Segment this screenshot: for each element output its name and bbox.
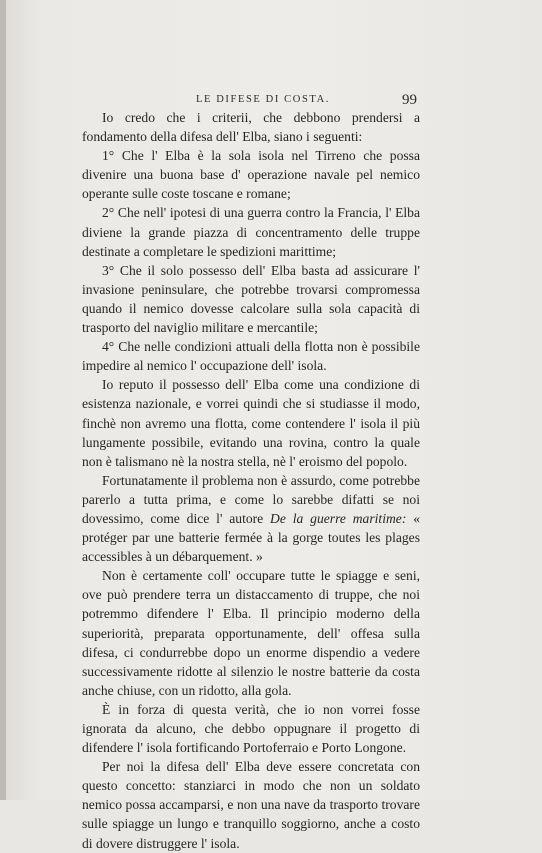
- paragraph-quote: [82, 471, 420, 566]
- page-number: 99: [402, 92, 417, 108]
- paragraph-intro: Io credo che i criterii, che debbono prendersi a fondamento della difesa dell' Elba, siano i seguenti:: [82, 110, 420, 145]
- quote-text: « protéger par une batterie fermée à la gorge toutes les plages accessibles à un débarquement. »: [82, 510, 421, 565]
- paragraph-criterion-3: 3° Che il solo possesso dell' Elba basta ad assicurare l' invasione peninsulare, che potrebbe trovarsi compromessa quando il nemico dovesse calcolare sulla sola capacità di trasporto del naviglio militare e mercantile;: [82, 262, 420, 336]
- paragraph-possession: Io reputo il possesso dell' Elba come una condizione di esistenza nazionale, e vorrei quindi che si studiasse il modo, finchè non avremo una flotta, come contendere l' isola il più lungamente possibile, evitando una rovina, contro la quale non è talismano nè la nostra stella, nè l' eroismo del popolo.: [82, 377, 420, 469]
- paragraph-truth: È in forza di questa verità, che io non vorrei fosse ignorata da alcuno, che debbo oppugnare il progetto di difendere l' isola fortificando Portoferraio e Porto Longone.: [82, 701, 420, 756]
- paragraph-criterion-4: 4° Che nelle condizioni attuali della flotta non è possibile impedire al nemico l' occupazione dell' isola.: [82, 339, 420, 374]
- paragraph-concept: Per noi la difesa dell' Elba deve essere concretata con questo concetto: stanziarci in modo che non un soldato nemico possa accamparsi, e non una nave da trasporto trovare sulle spiagge un lungo e tranquillo soggiorno, anche a costo di dovere distruggere l' isola.: [82, 759, 420, 851]
- book-title: De la guerre maritime:: [270, 510, 407, 526]
- running-title: LE DIFESE DI COSTA.: [196, 94, 330, 105]
- body-text: [82, 108, 420, 853]
- quote-lead-text: Fortunatamente il problema non è assurdo, come potrebbe parerlo a tutta prima, e come lo sarebbe difatti se noi dovessimo, come dice l' autore: [82, 472, 420, 526]
- paragraph-criterion-2: 2° Che nell' ipotesi di una guerra contro la Francia, l' Elba diviene la grande piazza di concentramento delle truppe destinate a completare le spedizioni marittime;: [82, 205, 420, 259]
- page-gutter-shadow: [0, 0, 6, 800]
- paragraph-beaches: Non è certamente coll' occupare tutte le spiagge e seni, ove può prendere terra un distaccamento di truppe, che noi potremmo difendere l' Elba. Il principio moderno della superiorità, preparata opportunamente, dell' offesa sulla difesa, ci condurrebbe dopo un enorme dispendio a vedere successivamente ridotte al silenzio le nostre batterie da costa anche chiuse, con un ridotto, alla gola.: [82, 568, 420, 698]
- paragraph-criterion-1: 1° Che l' Elba è la sola isola nel Tirreno che possa divenire una buona base d' operazione navale pel nemico operante sulle coste toscane e romane;: [82, 148, 420, 202]
